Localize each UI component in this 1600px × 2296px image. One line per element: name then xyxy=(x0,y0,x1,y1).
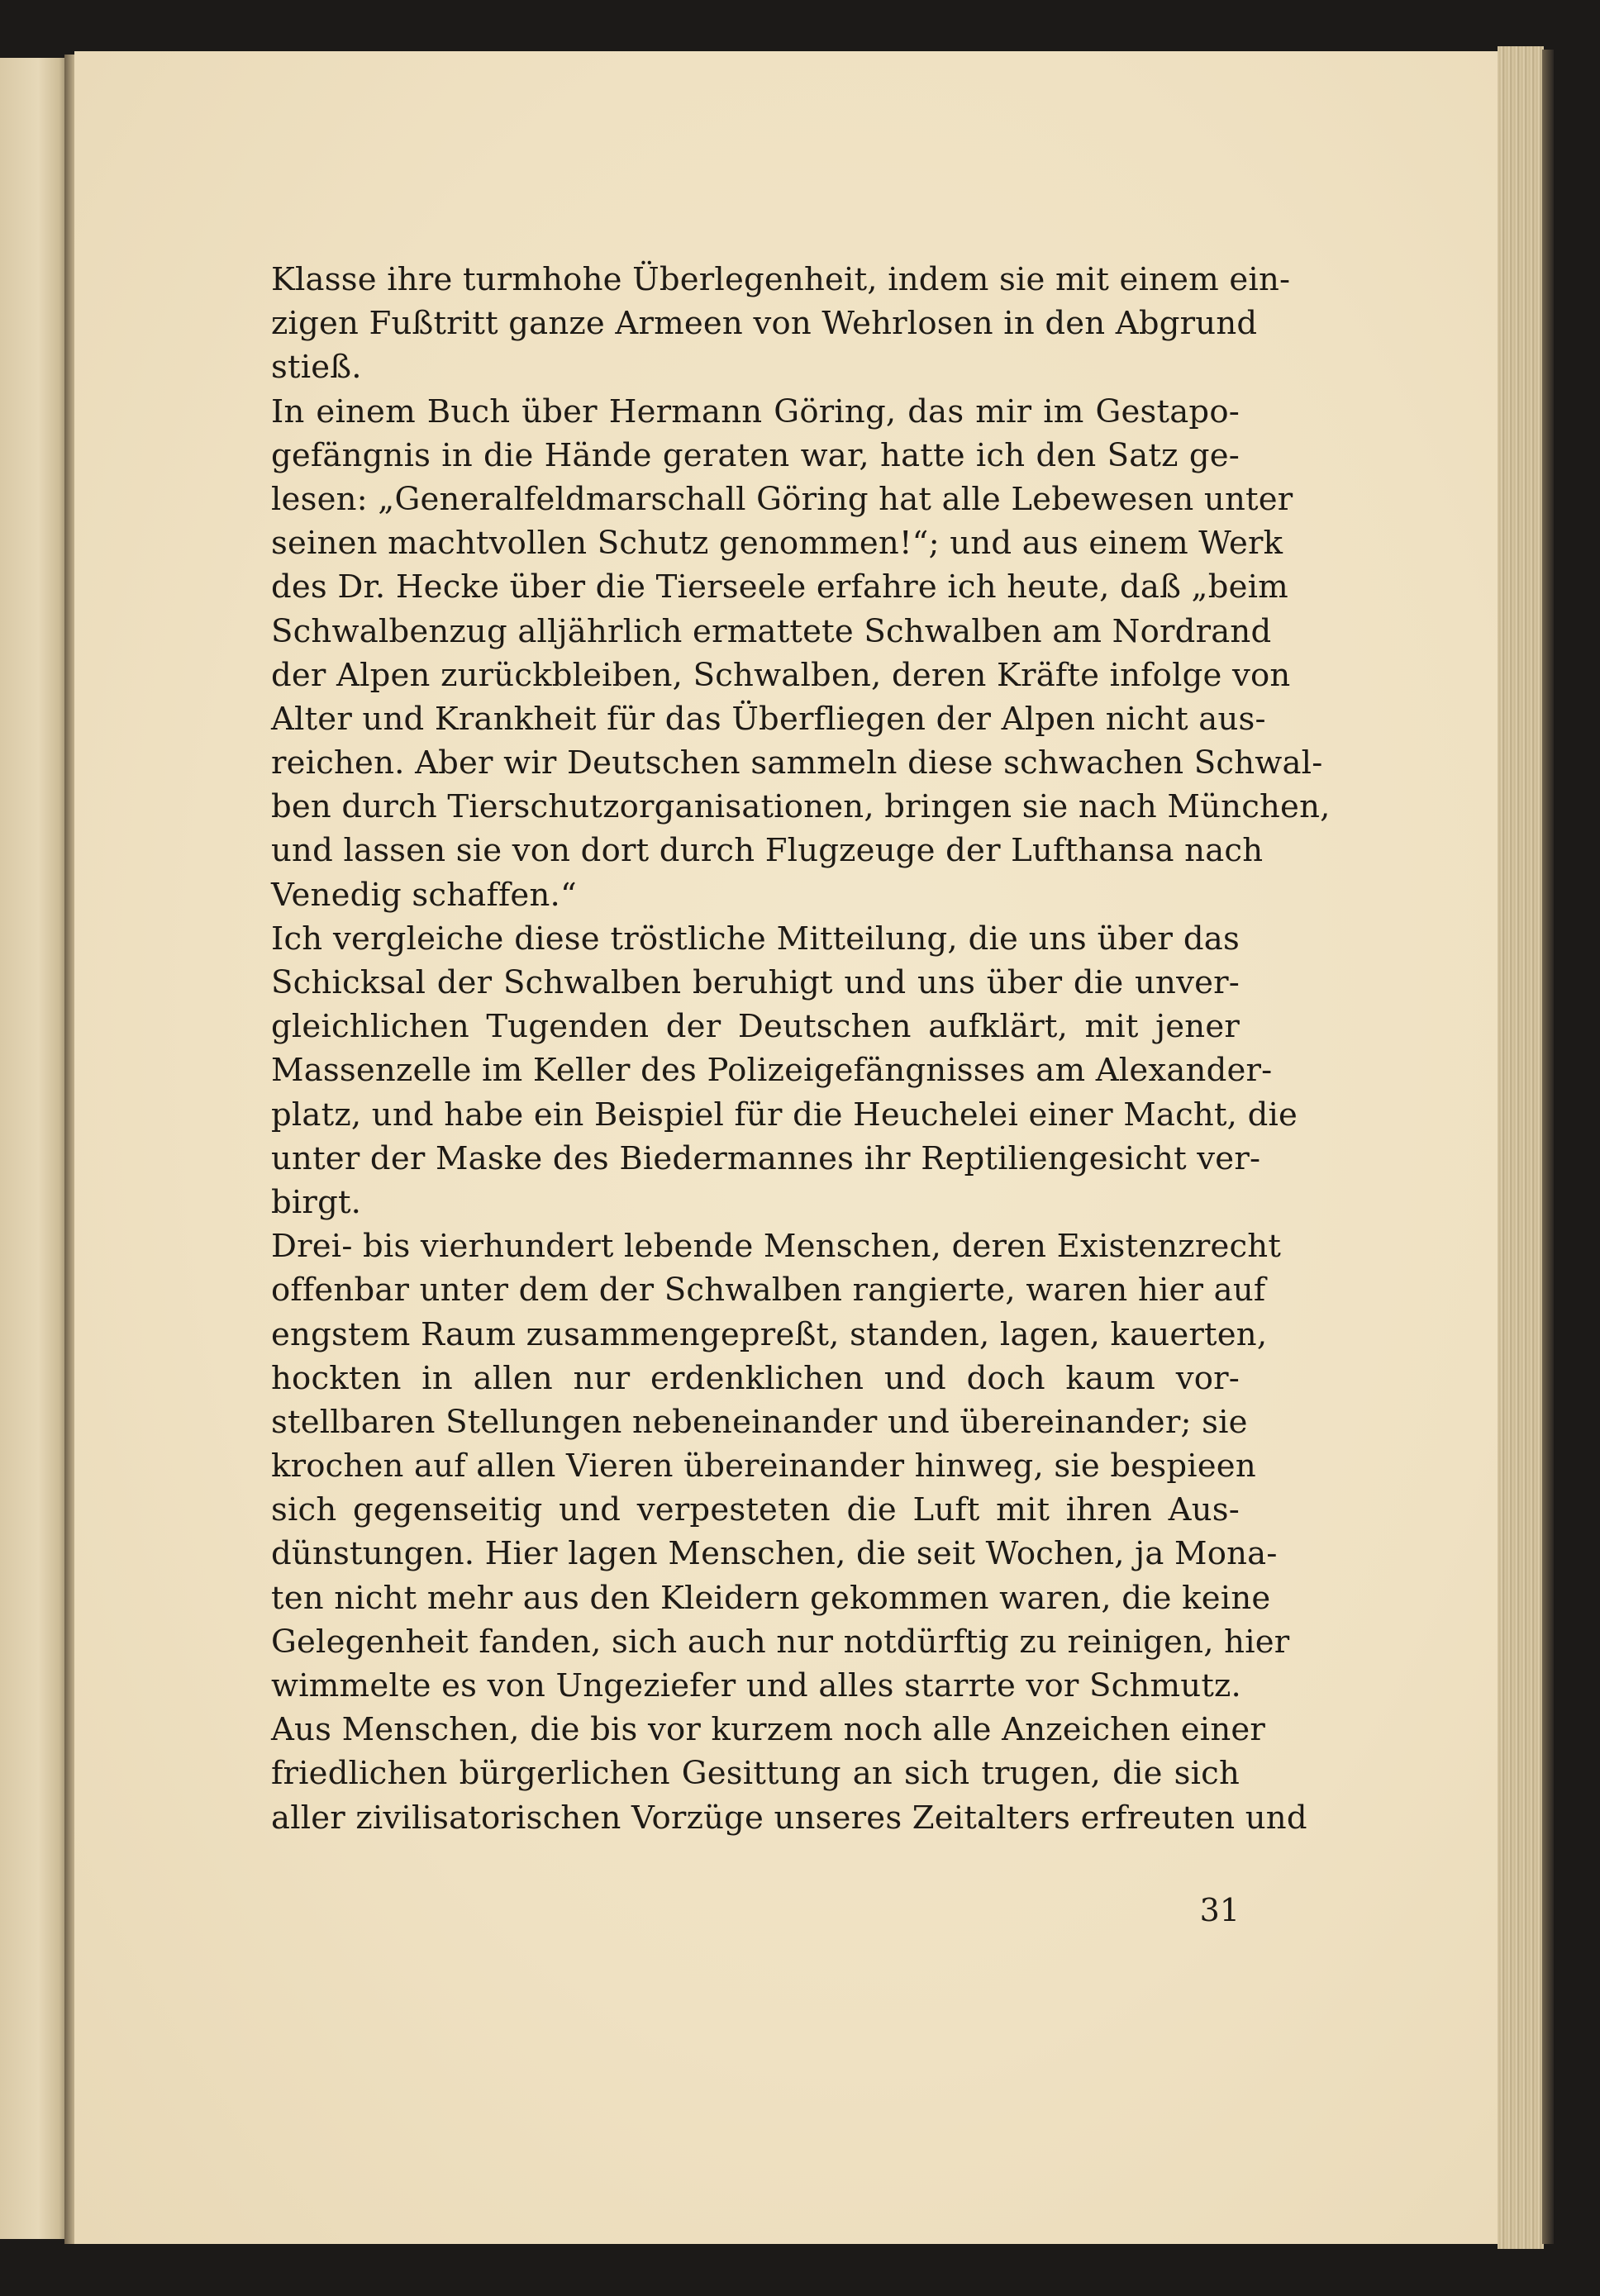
text-line: hockten in allen nur erdenklichen und doch kaum vor- xyxy=(271,1359,1240,1397)
text-line: Gelegenheit fanden, sich auch nur notdürftig zu reinigen, hier xyxy=(271,1623,1290,1661)
text-line: platz, und habe ein Beispiel für die Heuchelei einer Macht, die xyxy=(271,1096,1298,1134)
page-edges xyxy=(1498,46,1544,2249)
text-line: und lassen sie von dort durch Flugzeuge der Lufthansa nach xyxy=(271,832,1264,870)
text-line: Venedig schaffen.“ xyxy=(271,876,577,914)
text-line: Schicksal der Schwalben beruhigt und uns über die unver- xyxy=(271,964,1240,1001)
text-line: In einem Buch über Hermann Göring, das mir im Gestapo- xyxy=(271,392,1240,430)
text-line: reichen. Aber wir Deutschen sammeln diese schwachen Schwal- xyxy=(271,744,1323,782)
text-line: stellbaren Stellungen nebeneinander und übereinander; sie xyxy=(271,1403,1248,1441)
text-line: gleichlichen Tugenden der Deutschen aufklärt, mit jener xyxy=(271,1008,1240,1046)
text-line: unter der Maske des Biedermannes ihr Reptiliengesicht ver- xyxy=(271,1139,1261,1177)
text-line: sich gegenseitig und verpesteten die Luft mit ihren Aus- xyxy=(271,1491,1240,1529)
text-line: ben durch Tierschutzorganisationen, bringen sie nach München, xyxy=(271,788,1331,826)
text-line: ten nicht mehr aus den Kleidern gekommen waren, die keine xyxy=(271,1579,1271,1617)
text-line: Alter und Krankheit für das Überfliegen der Alpen nicht aus- xyxy=(271,700,1266,738)
text-line: Drei- bis vierhundert lebende Menschen, deren Existenzrecht xyxy=(271,1228,1282,1266)
text-line: engstem Raum zusammengepreßt, standen, lagen, kauerten, xyxy=(271,1315,1268,1353)
text-line: Schwalbenzug alljährlich ermattete Schwalben am Nordrand xyxy=(271,612,1272,650)
text-line: Klasse ihre turmhohe Überlegenheit, indem sie mit einem ein- xyxy=(271,261,1291,298)
body-text xyxy=(271,258,1331,1840)
text-line: seinen machtvollen Schutz genommen!“; und aus einem Werk xyxy=(271,525,1283,563)
text-line: der Alpen zurückbleiben, Schwalben, deren Kräfte infolge von xyxy=(271,656,1291,694)
text-line: dünstungen. Hier lagen Menschen, die seit Wochen, ja Mona- xyxy=(271,1535,1278,1573)
text-line: stieß. xyxy=(271,349,362,387)
text-line: Massenzelle im Keller des Polizeigefängnisses am Alexander- xyxy=(271,1052,1273,1090)
text-line: friedlichen bürgerlichen Gesittung an sich trugen, die sich xyxy=(271,1755,1240,1793)
text-line: offenbar unter dem der Schwalben rangierte, waren hier auf xyxy=(271,1272,1266,1310)
text-line: lesen: „Generalfeldmarschall Göring hat alle Lebewesen unter xyxy=(271,480,1293,518)
text-line: gefängnis in die Hände geraten war, hatte ich den Satz ge- xyxy=(271,436,1240,474)
text-line: Ich vergleiche diese tröstliche Mitteilung, die uns über das xyxy=(271,920,1240,958)
text-line: birgt. xyxy=(271,1183,362,1221)
left-page-edge xyxy=(0,58,69,2239)
text-line: des Dr. Hecke über die Tierseele erfahre ich heute, daß „beim xyxy=(271,568,1288,606)
text-line: wimmelte es von Ungeziefer und alles starrte vor Schmutz. xyxy=(271,1667,1242,1704)
text-line: aller zivilisatorischen Vorzüge unseres Zeitalters erfreuten und xyxy=(271,1799,1307,1837)
page-edges-shadow xyxy=(1542,50,1554,2244)
text-line: Aus Menschen, die bis vor kurzem noch alle Anzeichen einer xyxy=(271,1711,1266,1749)
text-line: zigen Fußtritt ganze Armeen von Wehrlosen in den Abgrund xyxy=(271,305,1258,343)
page-number: 31 xyxy=(1199,1892,1240,1928)
text-line: krochen auf allen Vieren übereinander hinweg, sie bespieen xyxy=(271,1447,1256,1486)
